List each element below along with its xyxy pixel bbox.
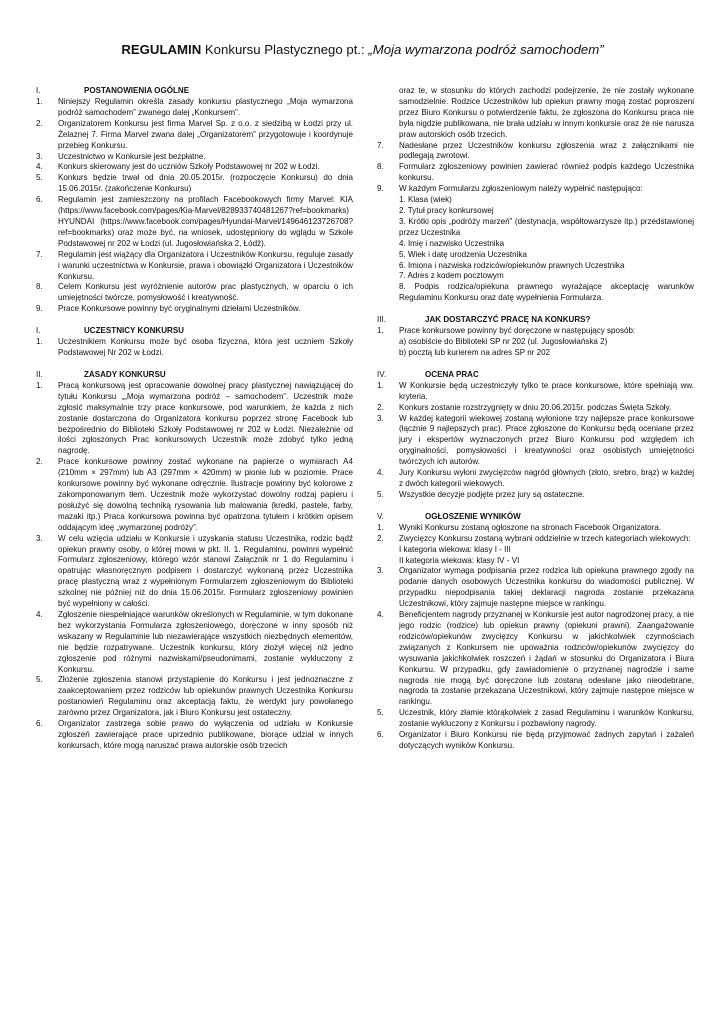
item-text: Organizator i Biuro Konkursu nie będą przyjmować żadnych zapytań i zażaleń dotyczących wyników Konkursu.: [399, 730, 694, 750]
item-number: 7.: [377, 140, 384, 150]
list-item: [377, 490, 694, 501]
item-text: W Konkursie będą uczestniczyły tylko te prace konkursowe, które spełniają ww. kryteria.: [399, 380, 694, 401]
item-number: 2.: [377, 402, 384, 412]
item-text: Prace konkursowe powinny być doręczone w następujący sposób:: [399, 326, 636, 336]
item-text: Uczestnikiem Konkursu może być osoba fizyczna, która jest uczniem Szkoły Podstawowej Nr 202 w Łodzi.: [58, 337, 353, 358]
item-number: 3.: [36, 151, 43, 161]
list-item: [377, 610, 694, 708]
item-number: 4.: [377, 468, 384, 478]
list-item: [36, 195, 353, 250]
item-number: 2.: [36, 457, 43, 467]
item-number: 4.: [36, 162, 43, 172]
item-text: Zwycięzcy Konkursu zostaną wybrani oddzielnie w trzech kategoriach wiekowych:: [399, 533, 691, 543]
list-item: [36, 250, 353, 283]
item-number: 1.: [36, 380, 43, 390]
list-item: [377, 403, 694, 414]
item-text: Regulamin jest zamieszczony na profilach Facebookowych firmy Marvel: KIA (https://www.facebook.com/pages/Kia-Marvel/828933740481267?ref=bookmarks) HYUNDAI (https://www.facebook.com/pages/Hyundai-Marvel/149646123726708?ref=bookmarks) oraz może być, na wniosek, udostępniony do wglądu w Szkole Podstawowej nr 202 w Łodzi (ul. Jugosłowiańska 2, Łódź).: [58, 195, 353, 248]
item-number: 2.: [36, 118, 43, 128]
list-item: [36, 675, 353, 719]
item-text: W każdej kategorii wiekowej zostaną wyłonione trzy najlepsze prace konkursowe (łącznie 9 najlepszych prac). Prace zgłoszone do Konkursu będą oceniane przez jury i ekspertów wyznaczonych przez Biuro Konkursu pod względem ich oryginalności, pomysłowości i kreatywności oraz osobistych umiejętności twórczych ich autorów.: [399, 413, 694, 467]
item-number: 6.: [36, 719, 43, 729]
section-heading: [377, 315, 694, 326]
item-text: Konkurs skierowany jest do uczniów Szkoły Podstawowej nr 202 w Łodzi.: [58, 162, 320, 172]
item-text: Uczestnik, który złamie którąkolwiek z zasad Regulaminu i warunków Konkursu, zostanie wykluczony z Konkursu i pozbawiony nagrody.: [399, 708, 694, 729]
item-text: Wszystkie decyzje podjęte przez jury są ostateczne.: [399, 489, 585, 499]
item-continuation: 3. Krótki opis „podróży marzeń” (destynacja, współtowarzysze itp.) przedstawionej przez Uczestnika: [399, 216, 694, 237]
section-title: JAK DOSTARCZYĆ PRACĘ NA KONKURS?: [425, 315, 591, 325]
item-text: Celem Konkursu jest wyróżnienie autorów prac plastycznych, w oparciu o ich umiejętności twórcze, pomysłowość i kreatywność.: [58, 282, 353, 303]
section-title: UCZESTNICY KONKURSU: [84, 326, 184, 336]
item-continuation: 8. Podpis rodzica/opiekuna prawnego wyrażające akceptację warunków Regulaminu Konkursu oraz datę wypełnienia Formularza.: [399, 282, 694, 303]
list-item: [36, 381, 353, 457]
item-continuation: 1. Klasa (wiek): [399, 195, 452, 205]
list-item: [377, 523, 694, 534]
section-title: POSTANOWIENIA OGÓLNE: [84, 86, 190, 95]
section-number: II.: [36, 369, 43, 379]
item-continuation: 2. Tytuł pracy konkursowej: [399, 205, 494, 215]
list-item: [36, 534, 353, 610]
item-number: 8.: [377, 162, 384, 172]
list-item: [36, 162, 353, 173]
item-text: Uczestnictwo w Konkursie jest bezpłatne.: [58, 151, 206, 161]
title-italic: „Moja wymarzona podróż samochodem”: [368, 42, 604, 57]
item-number: 2.: [377, 533, 384, 543]
list-item: [377, 381, 694, 403]
list-item: [377, 468, 694, 490]
item-number: 9.: [377, 184, 384, 194]
item-number: 1.: [377, 380, 384, 390]
item-text: Beneficjentem nagrody przyznanej w Konkursie jest autor nagrodzonej pracy, a nie jego rodzic (rodzice) lub opiekun prawny (opiekuni prawni). Zaangażowanie rodziców/opiekunów zwycięzcy Konkursu w jakichkolwiek czynnościach związanych z Konkursem nie upoważnia rodziców/opiekunów zwycięzcy do wysuwania jakichkolwiek roszczeń i żądań w stosunku do Organizatora i Biura Konkursu. W przypadku, gdy zawiadomienie o przyznanej nagrodzie i same nagroda nie mogą być doręczone lub zostaną odesłane jako nieodebrane, nagroda ta zostanie przekazana Uczestnikowi, który zajmuje następne miejsce w rankingu.: [399, 610, 694, 707]
item-text: Niniejszy Regulamin określa zasady konkursu plastycznego „Moja wymarzona podróż samochodem” zwanego dalej „Konkursem”.: [58, 97, 353, 117]
item-continuation: 5. Wiek i datę urodzenia Uczestnika: [399, 249, 527, 259]
item-number: 3.: [377, 566, 384, 576]
list-item: [377, 414, 694, 469]
item-text: Organizator zastrzega sobie prawo do wyłączenia od udziału w Konkursie zgłoszeń zawierające prace uprzednio publikowane, biorące udział w innych konkursach, które mogą naruszać prawa autorskie osób trzecich: [58, 719, 353, 750]
list-item: [36, 457, 353, 533]
item-text: Regulamin jest wiążący dla Organizatora i Uczestników Konkursu, reguluje zasady i warunki uczestnictwa w Konkursie, prawa i obowiązki Organizatora i Uczestników Konkursu.: [58, 249, 353, 281]
section-heading: [377, 370, 694, 381]
item-continuation: I kategoria wiekowa: klasy I - III: [399, 544, 511, 554]
item-number: 1.: [36, 337, 43, 347]
item-number: 8.: [36, 282, 43, 292]
item-text: Nadesłane przez Uczestników konkursu zgłoszenia wraz z załącznikami nie podlegają zwrotowi.: [399, 140, 694, 161]
list-item: [377, 326, 694, 337]
item-number: 7.: [36, 249, 43, 259]
list-item: [36, 119, 353, 152]
section-title: OGŁOSZENIE WYNIKÓW: [425, 511, 521, 521]
section-title: ZASADY KONKURSU: [84, 369, 166, 379]
item-number: 5.: [377, 489, 384, 499]
item-text: Wyniki Konkursu zostaną ogłoszone na stronach Facebook Organizatora.: [399, 522, 662, 532]
item-text: Formularz zgłoszeniowy powinien zawierać również podpis każdego Uczestnika konkursu.: [399, 162, 694, 183]
title-bold: REGULAMIN: [121, 42, 202, 57]
item-continuation: II kategoria wiekowa: klasy IV - VI: [399, 555, 520, 565]
item-number: 9.: [36, 304, 43, 314]
section-heading: [36, 370, 353, 381]
title-normal: Konkursu Plastycznego pt.:: [201, 42, 369, 57]
item-text: Prace konkursowe powinny zostać wykonane na papierze o wymiarach A4 (210mm × 297mm) lub A3 (297mm × 420mm) w pionie lub w poziomie. Prace konkursowe powinny być wykonane odręcznie. Ilustracje powinny być kolorowe z zakomponowanym tłem. Uczestnik może wykorzystać dowolny rodzaj papieru i posłużyć się dowolną techniką rysowania lub malowania (kredki, pastele, farby, mazaki itp.) Praca konkursowa powinna być opatrzona tytułem i krótkim opisem oddającym ideę „wymarzonej podróży”.: [58, 457, 353, 532]
item-text: Organizator wymaga podpisania przez rodzica lub opiekuna prawnego zgody na podanie danych osobowych Uczestnika konkursu do wiadomości publicznej. W przypadku niepodpisania takiej deklaracji nagroda zostanie przekazana Uczestnikowi, który zajmuje następne miejsce w rankingu.: [399, 566, 694, 609]
section-number: III.: [377, 315, 386, 325]
item-number: 5.: [36, 675, 43, 685]
item-text: W celu wzięcia udziału w Konkursie i uzyskania statusu Uczestnika, rodzic bądź opiekun prawny osoby, o której mowa w pkt. II. 1. Regulaminu, powinni wypełnić Formularz zgłoszeniowy, którego wzór stanowi Załącznik nr 1 do Regulaminu i opatrując własnoręcznym podpisem i dostarczyć wykonaną przez Uczestnika pracę plastyczną wraz z wypełnionym Formularzem zgłoszeniowym do Biblioteki szkolnej nie później niż do dnia 15.06.2015r. Formularz zgłoszeniowy powinien być wypełniony w całości.: [58, 533, 353, 609]
item-continuation: 4. Imię i nazwisko Uczestnika: [399, 238, 505, 248]
list-item: [377, 730, 694, 752]
item-number: 6.: [36, 195, 43, 205]
right-column: [377, 86, 694, 752]
document-title: [0, 42, 725, 57]
list-item: [377, 141, 694, 163]
list-item: [36, 152, 353, 163]
list-item: [36, 337, 353, 359]
list-item: [377, 162, 694, 184]
item-text: Prace Konkursowe powinny być oryginalnymi dziełami Uczestników.: [58, 304, 301, 314]
section-number: V.: [377, 511, 384, 521]
section-number: I.: [36, 86, 41, 95]
item-text: Konkurs zostanie rozstrzygnięty w dniu 20.06.2015r. podczas Święta Szkoły.: [399, 402, 672, 412]
item-continuation: oraz te, w stosunku do których zachodzi podejrzenie, że nie zostały wykonane samodzielnie. Rodzice Uczestników lub opiekun prawny mogą zostać poproszeni przez Biuro Konkursu o potwierdzenie faktu, że zgłoszona do Konkursu praca nie była nigdzie publikowana, nie brała udziału w innym konkursie oraz że nie narusza praw autorskich osób trzecich.: [399, 86, 694, 139]
section-number: I.: [36, 326, 41, 336]
list-item: [36, 304, 353, 315]
section-heading: [377, 512, 694, 523]
item-number: 1.: [377, 326, 384, 336]
item-number: 6.: [377, 730, 384, 740]
section-heading: [36, 326, 353, 337]
item-number: 4.: [36, 609, 43, 619]
item-number: 1.: [377, 522, 384, 532]
section-heading: [36, 86, 353, 97]
item-text: Zgłoszenie niespełniające warunków określonych w Regulaminie, w tym dokonane bez wykorzystania Formularza zgłoszeniowego, doręczone w inny sposób niż wskazany w Regulaminie lub niezawierające wszystkich niezbędnych elementów, nie będzie rozpatrywane. Uczestnik konkursu, który złożył więcej niż jedno zgłoszenie pod różnymi nazwiskami/pseudonimami, zostanie wykluczony z Konkursu.: [58, 609, 353, 674]
item-continuation: 6. Imiona i nazwiska rodziców/opiekunów prawnych Uczestnika: [399, 260, 625, 270]
list-item: [36, 173, 353, 195]
item-text: Jury Konkursu wyłoni zwycięzców nagród głównych (złoto, srebro, brąz) w każdej z dwóch kategorii wiekowych.: [399, 468, 694, 488]
item-text: Konkurs będzie trwał od dnia 20.05.2015r. (rozpoczęcie Konkursu) do dnia 15.06.2015r. (zakończenie Konkursu): [58, 173, 353, 194]
list-item: [36, 97, 353, 119]
section-number: IV.: [377, 369, 387, 379]
list-item: [36, 282, 353, 304]
item-number: 3.: [377, 413, 384, 423]
list-item: [36, 719, 353, 752]
item-number: 3.: [36, 533, 43, 543]
list-item: [377, 534, 694, 545]
item-number: 5.: [36, 173, 43, 183]
item-continuation: 7. Adres z kodem pocztowym: [399, 271, 504, 281]
list-item: [36, 610, 353, 675]
item-number: 1.: [36, 97, 43, 106]
list-item: [377, 708, 694, 730]
item-text: Organizatorem Konkursu jest firma Marvel Sp. z o.o. z siedzibą w Łodzi przy ul. Żelaznej 7. Firma Marvel zwana dalej „Organizatorem” przygotowuje i koordynuje przebieg Konkursu.: [58, 118, 353, 150]
item-number: 5.: [377, 708, 384, 718]
item-continuation: a) osobiście do Biblioteki SP nr 202 (ul. Jugosłowiańska 2): [399, 337, 608, 347]
item-text: Pracą konkursową jest opracowanie dowolnej pracy plastycznej nawiązującej do tytułu Konkursu „„Moja wymarzona podróż – samochodem”. Uczestnik może zgłosić maksymalnie trzy prace konkursowe, pod warunkiem, że każda z nich zostanie dostarczona do Organizatora konkursu poprzez stronę Facebook lub bezpośrednio do Biblioteki Szkoły Podstawowej nr 202 w Łodzi. Niezależnie od ilości zgłoszonych Prac konkursowych Uczestnik może zdobyć tylko jedną nagrodę.: [58, 380, 353, 456]
list-item: [377, 184, 694, 195]
item-continuation: b) pocztą lub kurierem na adres SP nr 202: [399, 347, 551, 357]
left-column: [36, 86, 353, 752]
item-number: 4.: [377, 610, 384, 620]
item-text: Złożenie zgłoszenia stanowi przystąpienie do Konkursu i jest jednoznaczne z zaakceptowaniem przez rodziców lub opiekunów prawnych Uczestnika Konkursu postanowień Regulaminu oraz akceptacją faktu, że werdykt jury powołanego zarówno przez Organizatora, jak i Biuro Konkursu jest ostateczny.: [58, 675, 353, 718]
list-item: [377, 566, 694, 610]
section-title: OCENA PRAC: [425, 369, 479, 379]
item-text: W każdym Formularzu zgłoszeniowym należy wypełnić następująco:: [399, 184, 643, 194]
